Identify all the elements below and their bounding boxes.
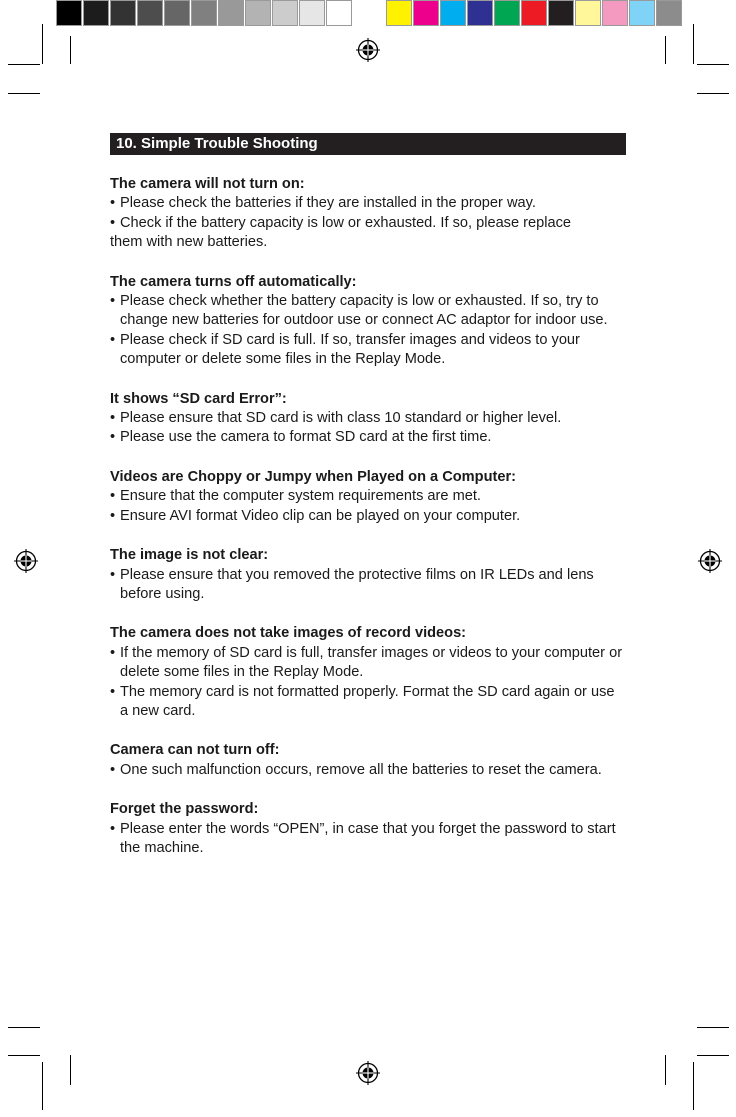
troubleshooting-section [110,273,626,370]
gray-swatch [56,0,82,26]
gray-swatch [164,0,190,26]
issue-heading: Forget the password: [110,801,259,818]
bullet-dot-icon: • [110,507,116,524]
solution-bullet [110,644,626,683]
registration-mark-top-icon [356,38,380,62]
solution-bullet [110,292,626,331]
solution-bullet [110,566,626,605]
solution-bullet [110,214,626,233]
gray-swatch [137,0,163,26]
crop-mark [8,93,40,94]
troubleshooting-section [110,468,626,526]
crop-mark [42,24,43,64]
bullet-dot-icon: • [110,820,116,837]
crop-mark [697,64,729,65]
gray-swatch [245,0,271,26]
bullet-dot-icon: • [110,331,116,348]
solution-bullet [110,331,626,370]
troubleshooting-section [110,741,626,780]
crop-mark [8,64,40,65]
troubleshooting-section [110,175,626,253]
color-swatch [440,0,466,26]
solution-bullet [110,683,626,722]
bullet-dot-icon: • [110,644,116,661]
solution-bullet [110,428,626,447]
bullet-dot-icon: • [110,410,116,427]
registration-mark-left-icon [14,549,38,573]
color-swatch [467,0,493,26]
solution-bullet [110,409,626,428]
gray-swatch [326,0,352,26]
troubleshooting-section [110,546,626,604]
crop-mark [8,1055,40,1056]
color-swatch [602,0,628,26]
issue-heading: Camera can not turn off: [110,742,280,759]
solution-bullet [110,761,626,780]
crop-mark [8,1027,40,1028]
troubleshooting-list [110,175,626,858]
color-swatch [656,0,682,26]
gray-swatch [218,0,244,26]
issue-heading: The camera turns off automatically: [110,273,357,290]
bullet-dot-icon: • [110,195,116,212]
issue-heading: The camera will not turn on: [110,176,305,192]
crop-mark [665,1055,666,1085]
solution-text: Check if the battery capacity is low or exhausted. If so, please replace [120,214,572,231]
color-swatch [494,0,520,26]
color-swatch [575,0,601,26]
issue-heading: The camera does not take images of record videos: [110,625,467,642]
solution-text: Please check whether the battery capacity is low or exhausted. If so, try to change new batteries for outdoor use or connect AC adaptor for indoor use. [120,293,608,329]
crop-mark [697,93,729,94]
registration-mark-right-icon [698,549,722,573]
gray-swatch [110,0,136,26]
solution-text: The memory card is not formatted properly. Format the SD card again or use a new card. [120,683,615,719]
troubleshooting-section [110,624,626,721]
gray-swatch [272,0,298,26]
bullet-dot-icon: • [110,293,116,310]
color-swatch [521,0,547,26]
section-title: 10. Simple Trouble Shooting [110,133,626,155]
solution-text: Please check the batteries if they are installed in the proper way. [120,195,536,212]
bullet-dot-icon: • [110,488,116,505]
solution-text: Ensure that the computer system requirements are met. [120,488,481,505]
crop-mark [70,1055,71,1085]
color-swatch [629,0,655,26]
troubleshooting-content [110,133,626,858]
troubleshooting-section [110,800,626,858]
solution-bullet [110,194,626,213]
color-swatch [413,0,439,26]
gray-swatch [299,0,325,26]
solution-text: Please enter the words “OPEN”, in case that you forget the password to start the machine. [120,820,616,856]
crop-mark [697,1027,729,1028]
solution-continuation: them with new batteries. [110,234,268,251]
solution-bullet [110,507,626,526]
solution-text: If the memory of SD card is full, transfer images or videos to your computer or delete some files in the Replay Mode. [120,644,623,681]
solution-text: One such malfunction occurs, remove all the batteries to reset the camera. [120,761,602,778]
swatch-gap [353,0,386,29]
crop-mark [693,1062,694,1110]
solution-bullet [110,820,626,859]
gray-swatch [191,0,217,26]
solution-text: Please use the camera to format SD card at the first time. [120,429,492,446]
crop-mark [697,1055,729,1056]
solution-text: Please check if SD card is full. If so, transfer images and videos to your computer or delete some files in the Replay Mode. [120,331,580,368]
solution-text: Ensure AVI format Video clip can be played on your computer. [120,507,521,524]
bullet-dot-icon: • [110,214,116,231]
bullet-dot-icon: • [110,761,116,778]
crop-mark [70,36,71,64]
crop-mark [693,24,694,64]
solution-text: Please ensure that SD card is with class 10 standard or higher level. [120,410,562,427]
solution-text: Please ensure that you removed the protective films on IR LEDs and lens before using. [120,566,594,602]
color-swatch [548,0,574,26]
print-color-bar [56,0,683,29]
issue-heading: Videos are Choppy or Jumpy when Played on a Computer: [110,468,517,485]
bullet-dot-icon: • [110,683,116,700]
crop-mark [665,36,666,64]
color-swatch [386,0,412,26]
troubleshooting-section [110,390,626,448]
issue-heading: The image is not clear: [110,547,269,564]
registration-mark-bottom-icon [356,1061,380,1085]
bullet-dot-icon: • [110,429,116,446]
issue-heading: It shows “SD card Error”: [110,390,287,407]
gray-swatch [83,0,109,26]
bullet-dot-icon: • [110,566,116,583]
crop-mark [42,1062,43,1110]
solution-bullet [110,487,626,506]
